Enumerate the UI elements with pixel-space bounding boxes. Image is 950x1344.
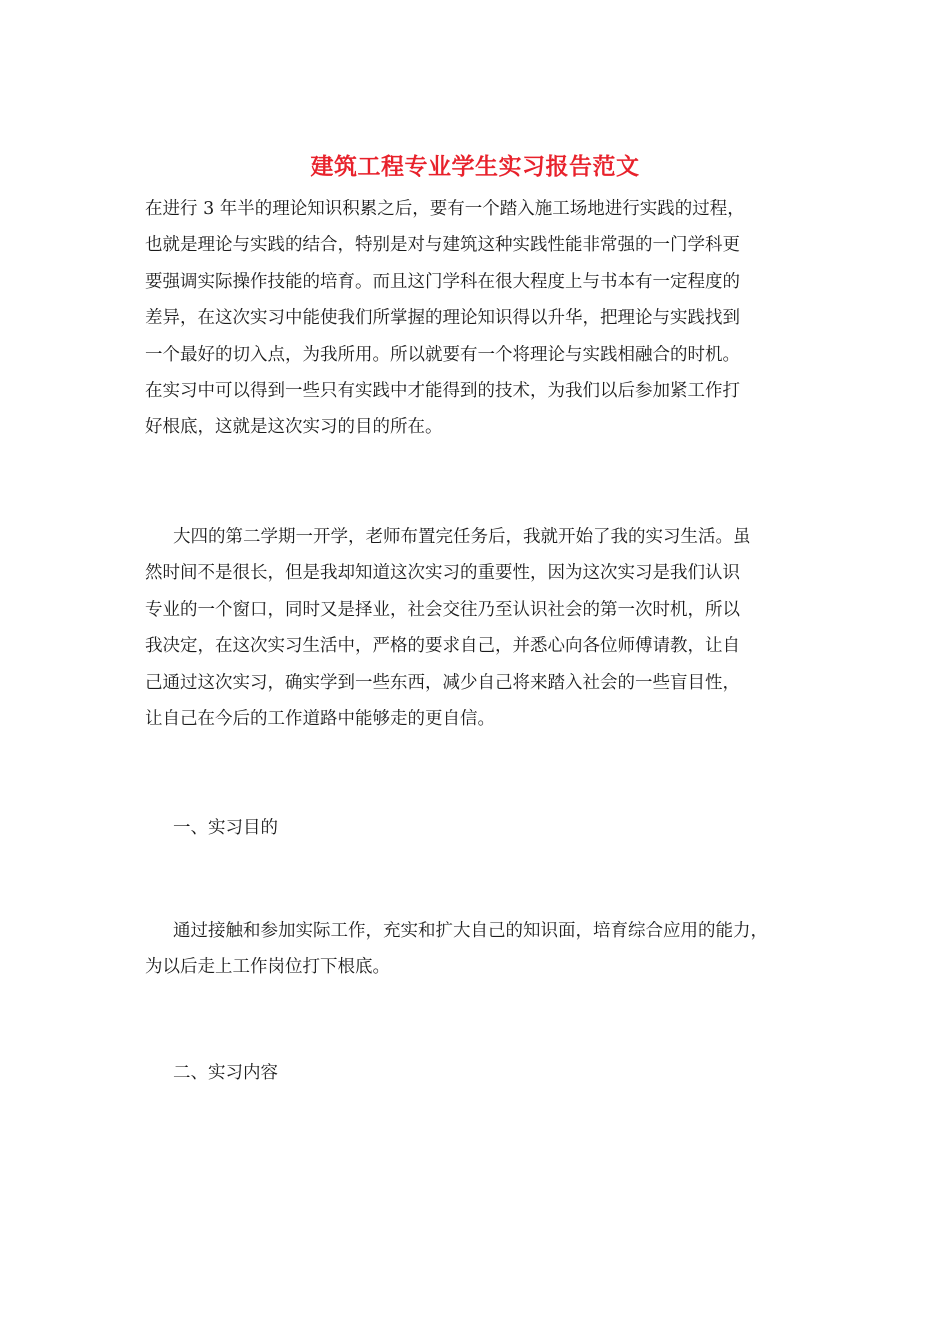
text-line: 我决定，在这次实习生活中，严格的要求自己，并悉心向各位师傅请教，让自 xyxy=(145,636,740,657)
paragraph-semester xyxy=(145,519,805,737)
text-line: 好根底，这就是这次实习的目的所在。 xyxy=(145,417,443,438)
text-line: 在进行 3 年半的理论知识积累之后，要有一个踏入施工场地进行实践的过程， xyxy=(145,199,745,219)
text-line: 差异，在这次实习中能使我们所掌握的理论知识得以升华，把理论与实践找到 xyxy=(145,308,740,329)
text-line: 专业的一个窗口，同时又是择业，社会交往乃至认识社会的第一次时机，所以 xyxy=(145,599,740,620)
text-line: 为以后走上工作岗位打下根底。 xyxy=(145,957,390,978)
text-line: 通过接触和参加实际工作，充实和扩大自己的知识面，培育综合应用的能力， xyxy=(173,921,768,941)
text-line: 然时间不是很长，但是我却知道这次实习的重要性，因为这次实习是我们认识 xyxy=(145,563,740,584)
text-line: 一个最好的切入点，为我所用。所以就要有一个将理论与实践相融合的时机。 xyxy=(145,344,740,365)
paragraph-intro xyxy=(145,191,805,446)
paragraph-purpose xyxy=(145,913,805,986)
document-title: 建筑工程专业学生实习报告范文 xyxy=(310,153,640,180)
heading-text: 一、实习目的 xyxy=(173,818,278,838)
section-heading-content xyxy=(145,1055,805,1091)
text-line: 让自己在今后的工作道路中能够走的更自信。 xyxy=(145,709,495,730)
text-line: 大四的第二学期一开学，老师布置完任务后，我就开始了我的实习生活。虽 xyxy=(173,527,751,547)
heading-text: 二、实习内容 xyxy=(173,1063,278,1083)
section-heading-purpose xyxy=(145,810,805,846)
text-line: 也就是理论与实践的结合，特别是对与建筑这种实践性能非常强的一门学科更 xyxy=(145,235,740,256)
text-line: 在实习中可以得到一些只有实践中才能得到的技术，为我们以后参加紧工作打 xyxy=(145,381,740,402)
text-line: 己通过这次实习，确实学到一些东西，减少自己将来踏入社会的一些盲目性， xyxy=(145,672,740,693)
text-line: 要强调实际操作技能的培育。而且这门学科在很大程度上与书本有一定程度的 xyxy=(145,271,740,292)
